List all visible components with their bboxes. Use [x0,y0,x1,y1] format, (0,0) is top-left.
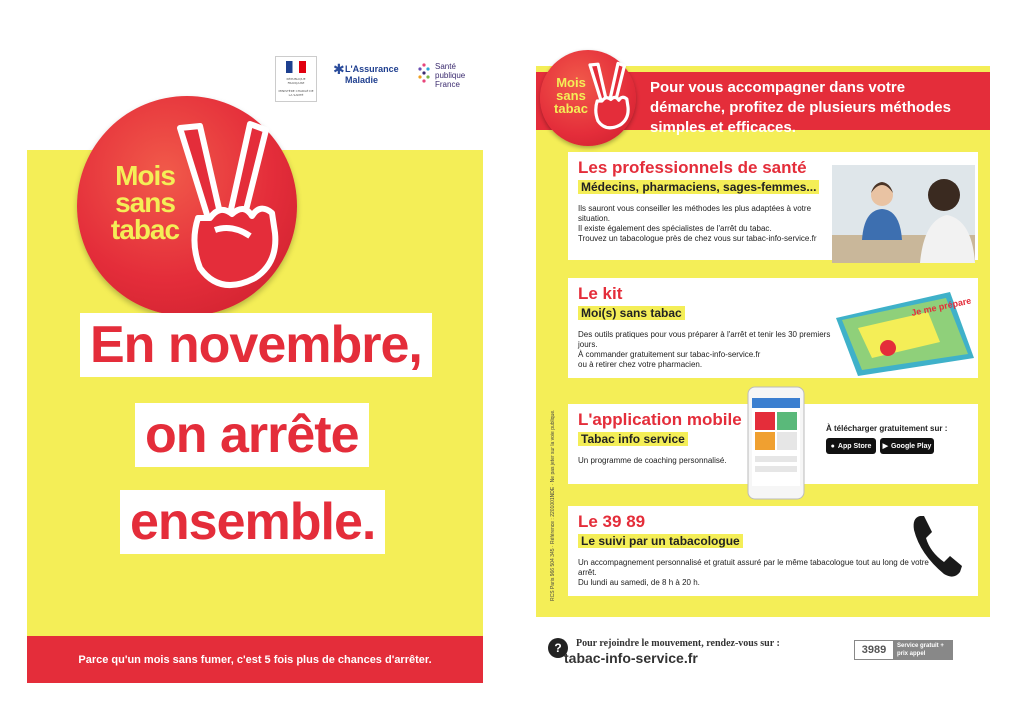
play-icon: ▶ [882,443,888,450]
app-store-label: App Store [837,442,872,450]
headline-line-1: En novembre, [80,313,432,377]
card-subtitle: Le suivi par un tabacologue [578,534,743,548]
app-store-button[interactable] [826,438,876,454]
partner-logos [275,54,485,102]
victory-hand-small-icon [582,58,634,136]
runner-icon: ✱ [333,62,345,78]
card-title: Le kit [578,284,623,303]
question-icon: ? [548,638,568,658]
legal-text: RCS Paris 966 504 345 · Référence : 2201001NDE · Ne pas jeter sur la voie publique. [550,409,556,601]
headline-line-2: on arrête [135,403,369,467]
consultation-photo [832,165,975,263]
victory-hand-icon [160,118,290,298]
card-title: Les professionnels de santé [578,158,807,177]
left-footer-band [27,636,483,683]
apple-icon: ● [830,442,835,450]
smartphone-image [747,386,805,500]
card-body: Ils sauront vous conseiller les méthodes les plus adaptées à votre situation. Il existe également des spécialistes de l'arrêt du tabac. Trouvez un tabacologue près de chez vous sur tabac-info-service.fr [578,204,817,243]
card-body: Un accompagnement personnalisé et gratuit assuré par le même tabacologue tout au long de votre arrêt. Du lundi au samedi, de 8 h à 20 h. [578,558,929,587]
telephone-icon [910,512,964,580]
website-link[interactable]: tabac-info-service.fr [564,650,698,666]
sante-publique-logo [417,60,487,96]
card-body: Des outils pratiques pour vous préparer à l'arrêt et tenir les 30 premiers jours. À commander gratuitement sur tabac-info-service.fr ou à retirer chez votre pharmacien. [578,330,831,369]
card-subtitle: Moi(s) sans tabac [578,306,685,320]
headline-line-3: ensemble. [120,490,385,554]
kit-cover-title: Je me prépare [910,295,973,318]
kit-booklet-image [828,288,978,376]
rf-ministry: MINISTÈRE CHARGÉ DE LA SANTÉ [278,89,314,97]
legal-mention [544,395,560,605]
sante-publique-label: Santé publique France [435,62,466,89]
bottom-invitation: Pour rejoindre le mouvement, rendez-vous sur : [576,638,780,649]
assurance-maladie-label: L'Assurance Maladie [345,64,399,85]
right-header-text: Pour vous accompagner dans votre démarche, profitez de plusieurs méthodes simples et efficaces. [650,79,951,136]
download-label: À télécharger gratuitement sur : [826,424,948,433]
doctor-illustration [832,165,975,263]
card-title: L'application mobile [578,410,742,429]
dots-icon [417,62,431,84]
small-badge-text: Mois sans tabac [554,75,588,116]
assurance-maladie-logo [333,60,403,96]
republique-francaise-logo [275,56,317,102]
phone-number-box: 3989 [854,640,894,660]
badge-text: Mois sans tabac [110,160,180,245]
card-subtitle: Tabac info service [578,432,688,446]
google-play-label: Google Play [890,442,932,450]
left-footer-text: Parce qu'un mois sans fumer, c'est 5 fois plus de chances d'arrêter. [78,653,432,666]
phone-number-note: Service gratuit + prix appel [893,640,953,660]
rf-label: RÉPUBLIQUE FRANÇAISE [286,77,306,85]
card-subtitle: Médecins, pharmaciens, sages-femmes... [578,180,819,194]
flag-icon [286,61,306,73]
card-title: Le 39 89 [578,512,646,531]
google-play-button[interactable] [880,438,934,454]
card-body: Un programme de coaching personnalisé. [578,456,727,465]
